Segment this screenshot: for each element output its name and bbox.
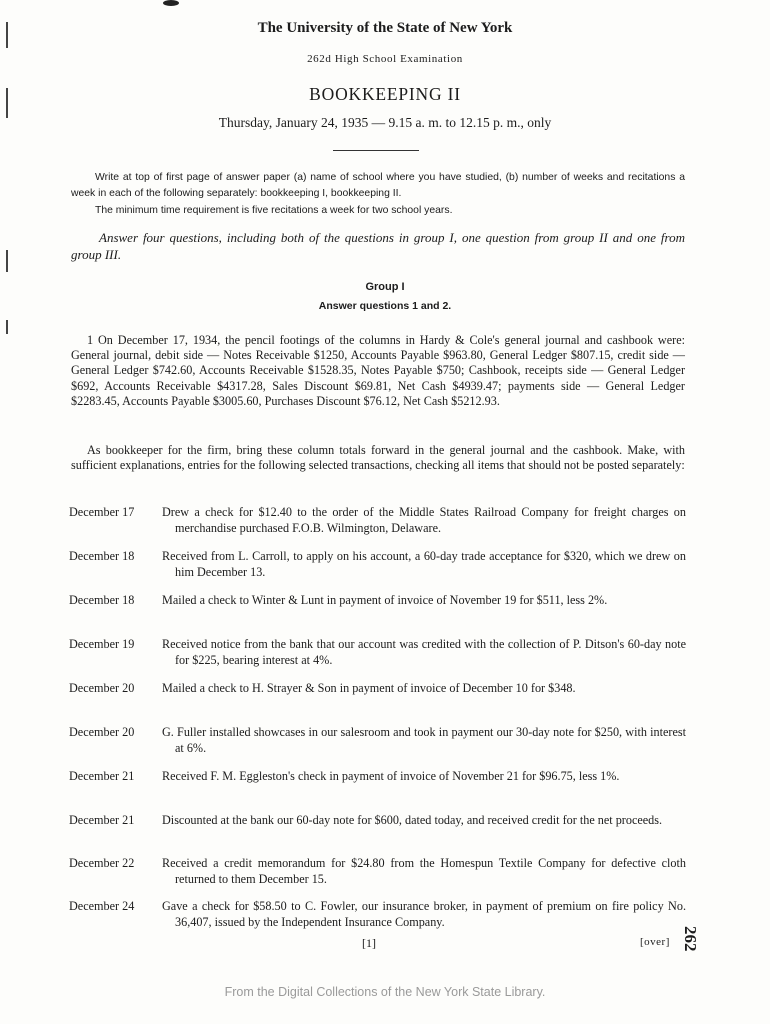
transaction-text: Mailed a check to H. Strayer & Son in payment of invoice of December 10 for $348.	[162, 681, 576, 695]
header-divider	[333, 150, 419, 151]
scan-edge-mark	[6, 320, 8, 334]
transaction-text: Received F. M. Eggleston's check in payment of invoice of November 21 for $96.75, less 1%.	[162, 769, 620, 783]
scan-speck	[163, 0, 179, 6]
transaction-text: G. Fuller installed showcases in our salesroom and took in payment our 30-day note for $250, with interest at 6%.	[162, 725, 686, 755]
question-1-text: 1 On December 17, 1934, the pencil footings of the columns in Hardy & Cole's general journal and cashbook were: General journal, debit side — Notes Receivable $1250, Accounts Payable $963.80, General Ledger $807.15, credit side — General Ledger $742.60, Accounts Receivable $1528.35, Notes Payable $750; Cashbook, receipts side — General Ledger $692, Accounts Receivable $4317.28, Sales Discount $69.81, Net Cash $4939.47; payments side — General Ledger $2283.45, Accounts Payable $3005.60, Purchases Discount $76.12, Net Cash $5212.93.	[71, 333, 685, 408]
group-title: Group I	[365, 281, 405, 293]
transaction-text: Drew a check for $12.40 to the order of the Middle States Railroad Company for freight charges on merchandise purchased F.O.B. Wilmington, Delaware.	[162, 505, 686, 535]
transaction-date: December 18	[69, 549, 135, 563]
transaction-text: Received a credit memorandum for $24.80 from the Homespun Textile Company for defective cloth returned to them December 15.	[162, 856, 686, 886]
transaction-date: December 20	[69, 725, 135, 739]
transaction-date: December 20	[69, 681, 135, 695]
question-1-instructions: As bookkeeper for the firm, bring these column totals forward in the general journal and the cashbook. Make, with sufficient explanations, entries for the following selected transactions, checking all items that should not be posted separately:	[71, 443, 685, 473]
answer-instructions: Answer four questions, including both of the questions in group I, one question from group II and one from group III.	[71, 230, 685, 262]
transaction-text: Received notice from the bank that our account was credited with the collection of P. Ditson's 60-day note for $225, bearing interest at 4%.	[162, 637, 686, 667]
exam-number: 262d High School Examination	[307, 53, 463, 65]
transaction-date: December 21	[69, 769, 135, 783]
transaction-item	[69, 637, 686, 668]
transaction-item	[69, 681, 686, 697]
transaction-item	[69, 593, 686, 609]
instruction-minimum-time: The minimum time requirement is five recitations a week for two school years.	[95, 205, 453, 216]
transaction-date: December 17	[69, 505, 135, 519]
transaction-date: December 24	[69, 899, 135, 913]
handwritten-stamp: 262	[681, 926, 700, 952]
transaction-text: Gave a check for $58.50 to C. Fowler, our insurance broker, in payment of premium on fire policy No. 36,407, issued by the Independent Insurance Company.	[162, 899, 686, 929]
transaction-item	[69, 899, 686, 930]
subject-title: BOOKKEEPING II	[309, 84, 461, 104]
transaction-item	[69, 505, 686, 536]
transaction-item	[69, 725, 686, 756]
transaction-item	[69, 856, 686, 887]
transaction-date: December 19	[69, 637, 135, 651]
transaction-item	[69, 769, 686, 785]
over-marker: [over]	[640, 936, 670, 948]
transaction-date: December 22	[69, 856, 135, 870]
transaction-item	[69, 549, 686, 580]
transaction-item	[69, 813, 686, 829]
transaction-date: December 18	[69, 593, 135, 607]
transaction-text: Discounted at the bank our 60-day note for $600, dated today, and received credit for the net proceeds.	[162, 813, 663, 827]
transaction-date: December 21	[69, 813, 135, 827]
group-subtitle: Answer questions 1 and 2.	[318, 300, 452, 312]
university-title: The University of the State of New York	[257, 20, 513, 36]
scan-edge-mark	[6, 250, 8, 272]
exam-datetime: Thursday, January 24, 1935 — 9.15 a. m. to 12.15 p. m., only	[218, 115, 552, 130]
instruction-school-info: Write at top of first page of answer paper (a) name of school where you have studied, (b) number of weeks and recitations a week in each of the following separately: bookkeeping I, bookkeeping II.	[71, 172, 685, 199]
library-credit: From the Digital Collections of the New York State Library.	[224, 985, 546, 999]
transaction-text: Received from L. Carroll, to apply on his account, a 60-day trade acceptance for $320, which we drew on him December 13.	[162, 549, 686, 579]
transaction-text: Mailed a check to Winter & Lunt in payment of invoice of November 19 for $511, less 2%.	[162, 593, 608, 607]
page-number: [1]	[362, 936, 376, 950]
